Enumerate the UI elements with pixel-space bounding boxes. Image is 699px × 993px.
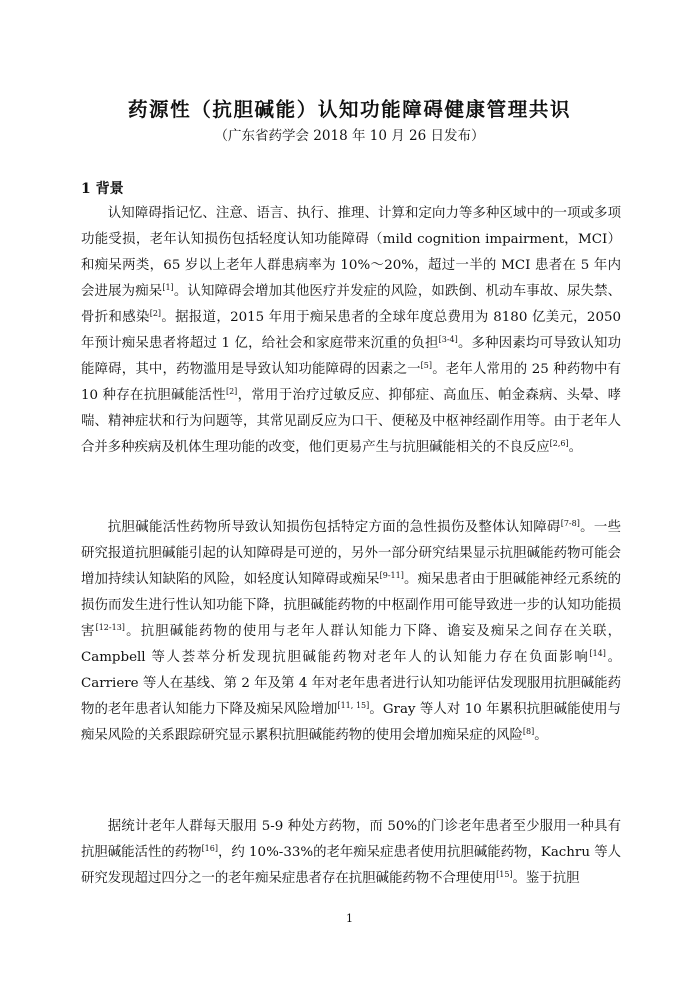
paragraph-text: 。Carriere 等人在基线、第 2 年及第 4 年对老年患者进行认知功能评估发现服用抗胆碱能药物的老年患者认知能力下降及痴呆风险增加	[81, 650, 621, 717]
page-subtitle: （广东省药学会 2018 年 10 月 26 日发布）	[214, 128, 485, 144]
paragraph-text: 。老年人常用的 25 种药物中有 10 种存在抗胆碱能活性	[81, 362, 621, 403]
paragraph-1	[81, 201, 621, 461]
paragraph-text: 。痴呆患者由于胆碱能神经元系统的损伤而发生进行性认知功能下降，抗胆碱能药物的中枢副作用可能导致进一步的认知功能损害	[81, 572, 621, 639]
citation: [15]	[496, 870, 513, 879]
paragraph-text: ，约 10%-33%的老年痴呆症患者使用抗胆碱能药物，Kachru 等人研究发现超过四分之一的老年痴呆症患者存在抗胆碱能药物不合理使用	[81, 845, 621, 886]
paragraph-text: 认知障碍指记忆、注意、语言、执行、推理、计算和定向力等多种区域中的一项或多项功能受损，老年认知损伤包括轻度认知功能障碍（mild cognition impairment，MCI）和痴呆两类，65 岁以上老年人群患病率为 10%～20%，超过一半的 MCI 患者在 5 年内会进展为痴呆	[81, 206, 621, 299]
citation: [2]	[225, 387, 238, 396]
citation: [2,6]	[549, 439, 569, 448]
citation: [3-4]	[438, 335, 458, 344]
citation: [1]	[162, 283, 174, 292]
paragraph-text: 。	[568, 440, 583, 455]
paragraph-text: 抗胆碱能活性药物所导致认知损伤包括特定方面的急性损伤及整体认知障碍	[107, 520, 561, 535]
citation: [2]	[149, 309, 162, 318]
paragraph-text: 。一些研究报道抗胆碱能引起的认知障碍是可逆的，另外一部分研究结果显示抗胆碱能药物可能会增加持续认知缺陷的风险，如轻度认知障碍或痴呆	[81, 520, 622, 587]
citation: [9-11]	[379, 571, 404, 580]
citation: [5]	[420, 361, 433, 370]
paragraph-text: ，常用于治疗过敏反应、抑郁症、高血压、帕金森病、头晕、哮喘、精神症状和行为问题等，其常见副反应为口干、便秘及中枢神经副作用等。由于老年人合并多种疾病及机体生理功能的改变，他们更易产生与抗胆碱能相关的不良反应	[81, 388, 622, 455]
section-heading: 1 背景	[81, 181, 124, 197]
paragraph-text: 。多种因素均可导致认知功能障碍，其中，药物滥用是导致认知功能障碍的因素之一	[81, 336, 622, 377]
citation: [11, 15]	[337, 701, 370, 710]
citation: [12-13]	[95, 623, 125, 632]
paragraph-3	[81, 814, 621, 892]
paragraph-text: 。	[534, 728, 548, 743]
paragraph-text: 。认知障碍会增加其他医疗并发症的风险，如跌倒、机动车事故、尿失禁、骨折和感染	[81, 284, 622, 325]
citation: [7-8]	[560, 519, 580, 528]
page-title: 药源性（抗胆碱能）认知功能障碍健康管理共识	[127, 98, 572, 121]
citation: [14]	[589, 649, 606, 658]
page-number: 1	[346, 912, 353, 925]
paragraph-text: 据统计老年人群每天服用 5-9 种处方药物，而 50%的门诊老年患者至少服用一种具有抗胆碱能活性的药物	[81, 819, 621, 860]
citation: [8]	[522, 727, 535, 736]
paragraph-text: 。Gray 等人对 10 年累积抗胆碱能使用与痴呆风险的关系跟踪研究显示累积抗胆碱能药物的使用会增加痴呆症的风险	[81, 702, 621, 743]
paragraph-text: 。鉴于抗胆	[512, 871, 580, 886]
paragraph-text: 。据报道，2015 年用于痴呆患者的全球年度总费用为 8180 亿美元，2050 年预计痴呆患者将超过 1 亿，给社会和家庭带来沉重的负担	[81, 310, 621, 351]
paragraph-2	[81, 515, 621, 749]
citation: [16]	[201, 844, 218, 853]
paragraph-text: 。抗胆碱能药物的使用与老年人群认知能力下降、谵妄及痴呆之间存在关联，Campbell 等人荟萃分析发现抗胆碱能药物对老年人的认知能力存在负面影响	[81, 624, 622, 665]
